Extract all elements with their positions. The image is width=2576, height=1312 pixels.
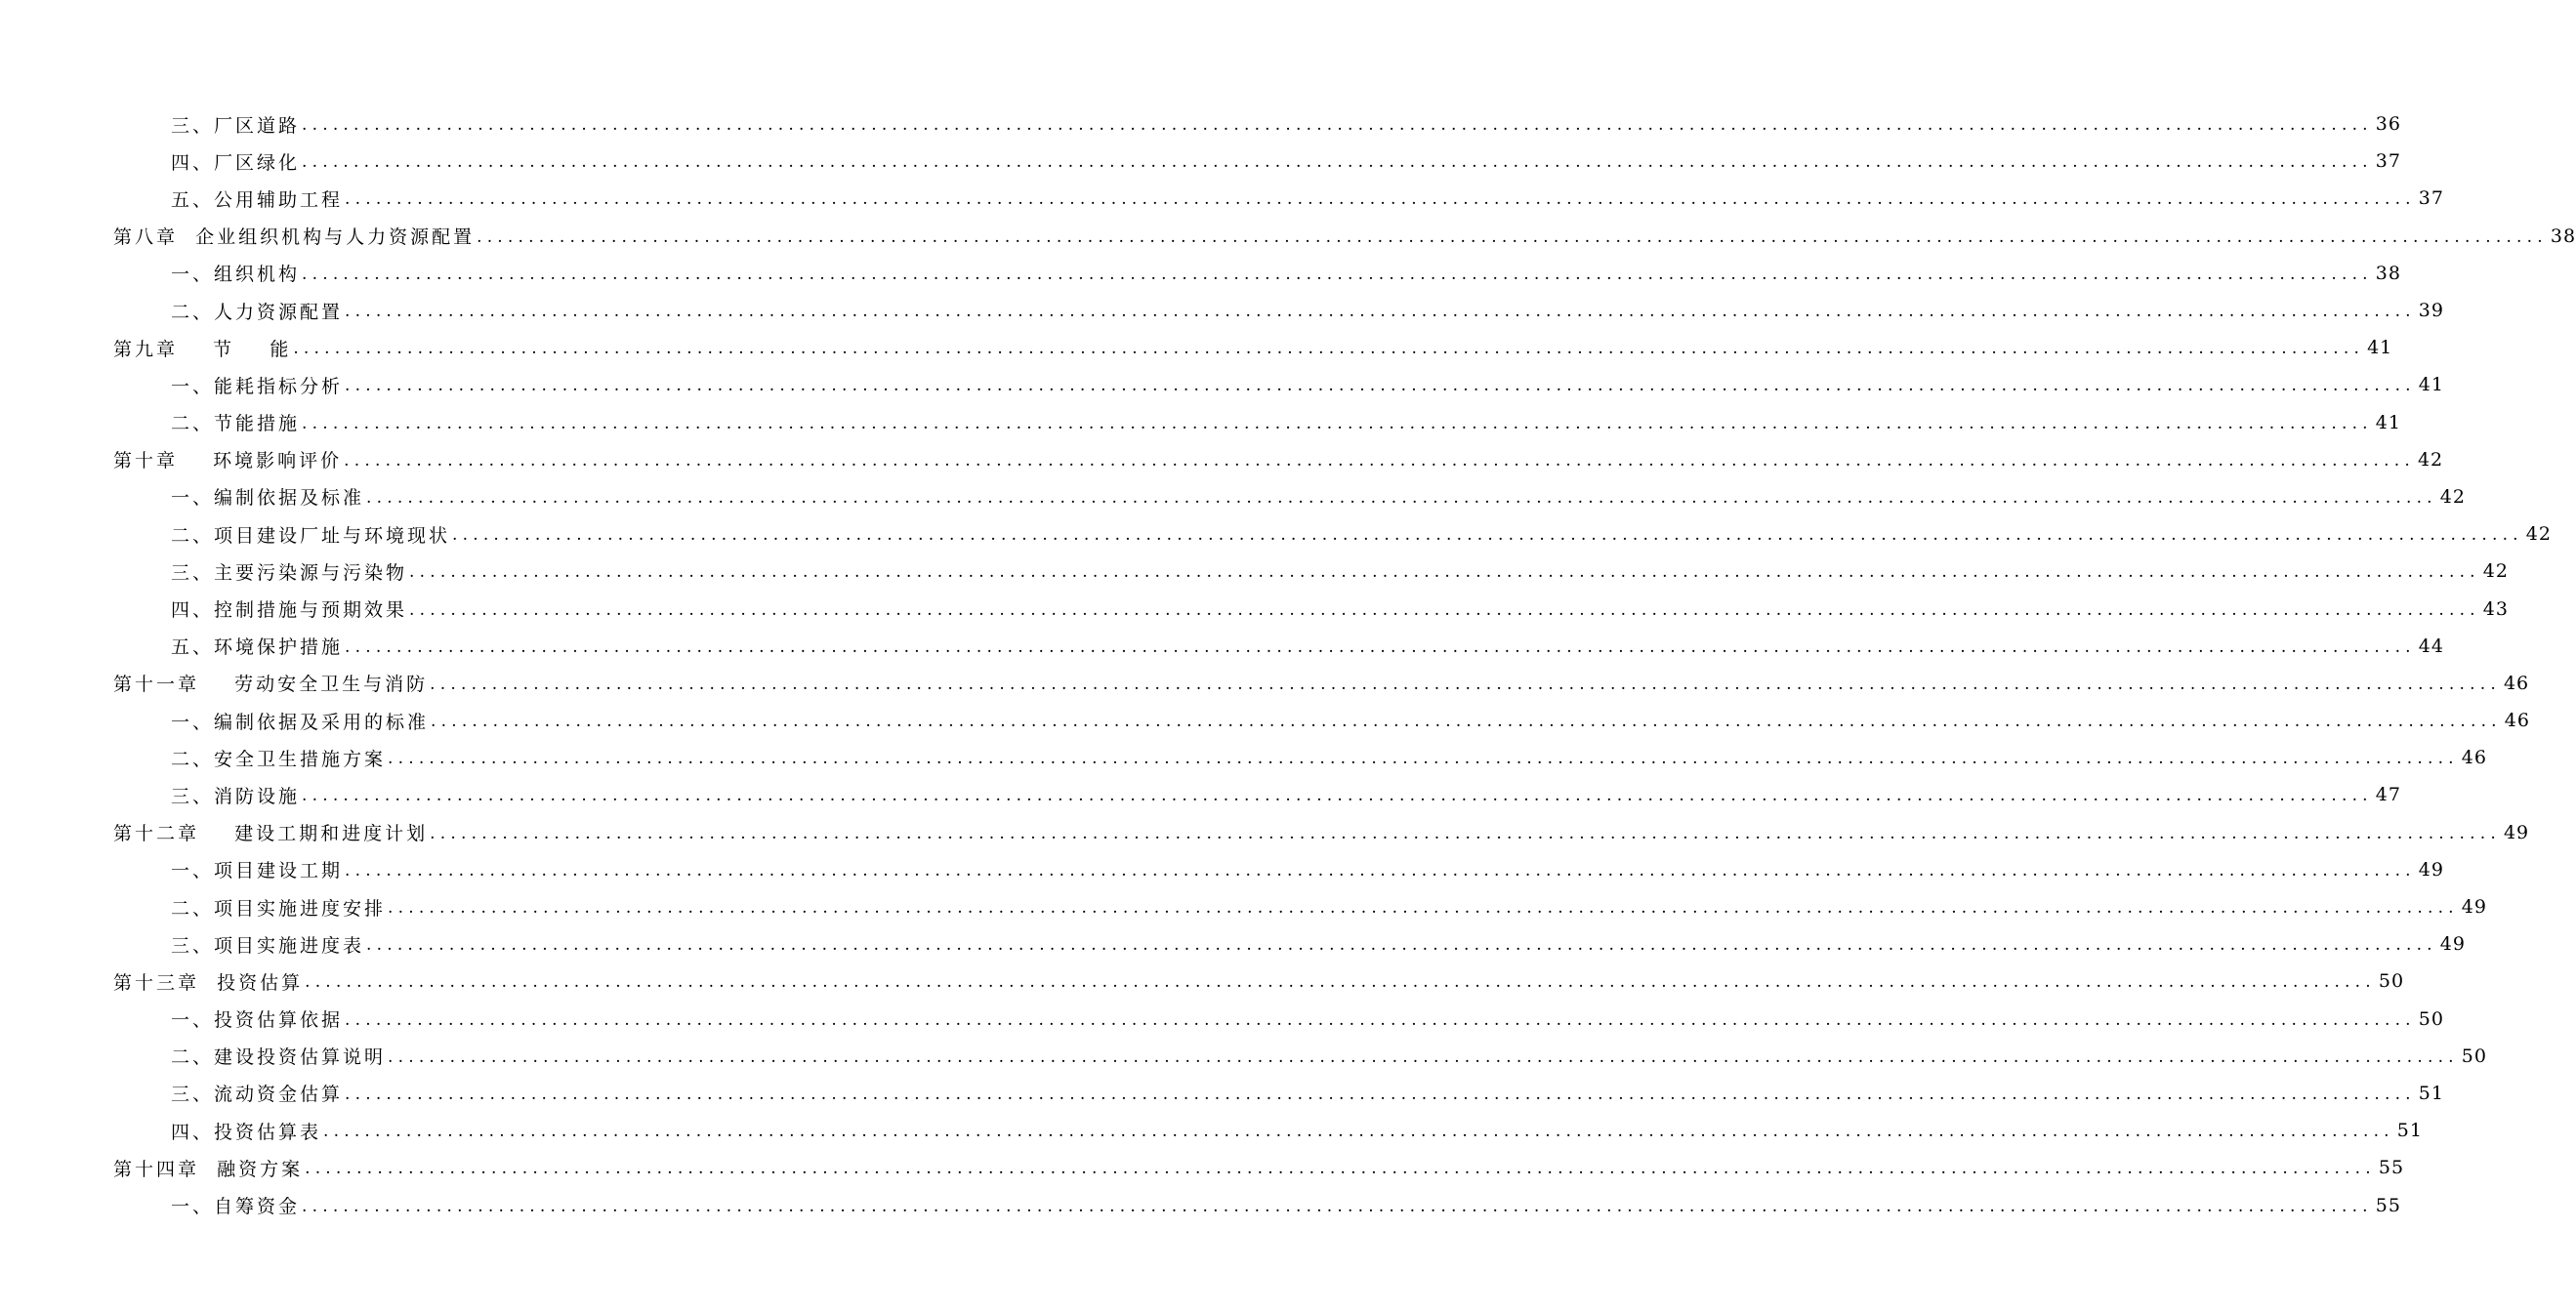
toc-section-entry[interactable] (0, 553, 2509, 590)
toc-page-number: 47 (2375, 784, 2401, 806)
toc-entry-title: 二、建设投资估算说明 (171, 1046, 387, 1069)
toc-entry-title: 第十二章 建设工期和进度计划 (113, 823, 429, 845)
toc-page-number: 41 (2418, 374, 2444, 396)
table-of-contents (0, 105, 2576, 1224)
toc-section-entry[interactable] (0, 851, 2444, 888)
toc-section-entry[interactable] (0, 105, 2401, 143)
toc-entry-title: 三、主要污染源与污染物 (171, 561, 408, 584)
toc-section-entry[interactable] (0, 1186, 2401, 1223)
toc-section-entry[interactable] (0, 925, 2466, 963)
toc-dot-leader: ........................................................................................................................................................................................................ (409, 599, 2480, 620)
toc-entry-title: 第十四章 融资方案 (113, 1158, 304, 1180)
toc-dot-leader: ........................................................................................................................................................................................................ (388, 898, 2459, 919)
toc-section-entry[interactable] (0, 515, 2552, 553)
toc-entry-title: 四、厂区绿化 (171, 151, 301, 174)
toc-dot-leader: ........................................................................................................................................................................................................ (477, 226, 2548, 247)
toc-page-number: 50 (2378, 970, 2405, 993)
toc-dot-leader: ........................................................................................................................................................................................................ (452, 525, 2523, 546)
toc-page-number: 50 (2461, 1045, 2487, 1067)
toc-entry-title: 三、消防设施 (171, 785, 301, 807)
toc-dot-leader: ........................................................................................................................................................................................................ (302, 264, 2373, 284)
toc-section-entry[interactable] (0, 702, 2530, 739)
toc-dot-leader: ........................................................................................................................................................................................................ (345, 860, 2416, 881)
toc-section-entry[interactable] (0, 180, 2444, 217)
toc-page-number: 49 (2461, 896, 2487, 919)
toc-dot-leader: ........................................................................................................................................................................................................ (345, 1084, 2416, 1104)
toc-dot-leader: ........................................................................................................................................................................................................ (323, 1122, 2394, 1142)
toc-dot-leader: ........................................................................................................................................................................................................ (305, 1159, 2376, 1179)
toc-chapter-entry[interactable] (0, 814, 2530, 851)
toc-page-number: 42 (2482, 560, 2509, 583)
toc-entry-title: 一、编制依据及标准 (171, 487, 365, 510)
toc-entry-title: 二、项目建设厂址与环境现状 (171, 524, 451, 547)
toc-dot-leader: ........................................................................................................................................................................................................ (345, 302, 2416, 322)
toc-entry-title: 三、厂区道路 (171, 114, 301, 137)
toc-entry-title: 二、人力资源配置 (171, 301, 344, 323)
toc-section-entry[interactable] (0, 1075, 2444, 1112)
toc-page-number: 41 (2375, 411, 2401, 433)
toc-page-number: 42 (2525, 523, 2552, 546)
toc-entry-title: 第八章 企业组织机构与人力资源配置 (113, 226, 476, 249)
toc-dot-leader: ........................................................................................................................................................................................................ (302, 115, 2373, 136)
toc-section-entry[interactable] (0, 255, 2401, 292)
toc-section-entry[interactable] (0, 478, 2466, 515)
toc-entry-title: 三、项目实施进度表 (171, 934, 365, 957)
toc-entry-title: 一、编制依据及采用的标准 (171, 711, 430, 733)
toc-page-number: 51 (2396, 1120, 2423, 1142)
toc-entry-title: 一、项目建设工期 (171, 860, 344, 882)
toc-section-entry[interactable] (0, 590, 2509, 627)
toc-page-number: 46 (2504, 710, 2530, 732)
toc-page-number: 49 (2418, 858, 2444, 881)
toc-dot-leader: ........................................................................................................................................................................................................ (366, 487, 2437, 508)
toc-page-number: 50 (2418, 1007, 2444, 1030)
toc-page-number: 49 (2503, 821, 2530, 843)
toc-entry-title: 五、公用辅助工程 (171, 188, 344, 211)
toc-entry-title: 一、投资估算依据 (171, 1009, 344, 1032)
toc-page-number: 55 (2378, 1157, 2405, 1179)
toc-section-entry[interactable] (0, 739, 2487, 776)
toc-dot-leader: ........................................................................................................................................................................................................ (430, 674, 2501, 694)
toc-page-number: 55 (2375, 1194, 2401, 1216)
toc-dot-leader: ........................................................................................................................................................................................................ (345, 189, 2416, 210)
toc-page-number: 44 (2418, 635, 2444, 657)
toc-dot-leader: ........................................................................................................................................................................................................ (302, 786, 2373, 806)
toc-chapter-entry[interactable] (0, 441, 2444, 478)
toc-entry-title: 一、自筹资金 (171, 1196, 301, 1218)
toc-entry-title: 第九章 节 能 (113, 338, 292, 360)
toc-chapter-entry[interactable] (0, 1149, 2405, 1186)
toc-chapter-entry[interactable] (0, 329, 2393, 366)
toc-dot-leader: ........................................................................................................................................................................................................ (388, 749, 2459, 769)
toc-page-number: 37 (2375, 150, 2401, 173)
toc-entry-title: 一、组织机构 (171, 264, 301, 286)
toc-entry-title: 一、能耗指标分析 (171, 375, 344, 397)
toc-section-entry[interactable] (0, 1112, 2423, 1149)
toc-chapter-entry[interactable] (0, 963, 2405, 1000)
toc-page-number: 42 (2417, 448, 2444, 471)
toc-entry-title: 二、项目实施进度安排 (171, 897, 387, 920)
toc-dot-leader: ........................................................................................................................................................................................................ (302, 413, 2373, 433)
toc-page-number: 38 (2550, 225, 2576, 247)
toc-dot-leader: ........................................................................................................................................................................................................ (293, 339, 2365, 359)
toc-entry-title: 四、投资估算表 (171, 1121, 322, 1143)
toc-entry-title: 五、环境保护措施 (171, 636, 344, 659)
toc-dot-leader: ........................................................................................................................................................................................................ (345, 636, 2416, 657)
toc-entry-title: 四、控制措施与预期效果 (171, 599, 408, 622)
toc-section-entry[interactable] (0, 628, 2444, 665)
toc-dot-leader: ........................................................................................................................................................................................................ (302, 152, 2373, 173)
toc-section-entry[interactable] (0, 776, 2401, 813)
toc-page-number: 46 (2461, 747, 2487, 769)
toc-entry-title: 第十一章 劳动安全卫生与消防 (113, 674, 429, 696)
toc-page-number: 37 (2418, 187, 2444, 210)
toc-dot-leader: ........................................................................................................................................................................................................ (388, 1046, 2459, 1067)
toc-dot-leader: ........................................................................................................................................................................................................ (345, 376, 2416, 396)
toc-page-number: 42 (2439, 485, 2466, 508)
toc-section-entry[interactable] (0, 143, 2401, 180)
toc-dot-leader: ........................................................................................................................................................................................................ (366, 935, 2437, 956)
toc-dot-leader: ........................................................................................................................................................................................................ (409, 562, 2480, 583)
toc-section-entry[interactable] (0, 1001, 2444, 1038)
toc-chapter-entry[interactable] (0, 218, 2576, 255)
toc-dot-leader: ........................................................................................................................................................................................................ (302, 1196, 2373, 1216)
toc-page-number: 36 (2375, 113, 2401, 136)
toc-dot-leader: ........................................................................................................................................................................................................ (345, 1009, 2416, 1030)
toc-page-number: 46 (2503, 672, 2530, 694)
toc-section-entry[interactable] (0, 366, 2444, 403)
toc-dot-leader: ........................................................................................................................................................................................................ (305, 972, 2376, 993)
toc-page-number: 38 (2375, 262, 2401, 284)
toc-entry-title: 第十章 环境影响评价 (113, 450, 343, 472)
toc-dot-leader: ........................................................................................................................................................................................................ (430, 823, 2501, 843)
toc-entry-title: 第十三章 投资估算 (113, 971, 304, 994)
toc-chapter-entry[interactable] (0, 665, 2530, 702)
toc-entry-title: 二、节能措施 (171, 413, 301, 435)
toc-page-number: 41 (2367, 337, 2393, 359)
toc-entry-title: 三、流动资金估算 (171, 1084, 344, 1106)
toc-section-entry[interactable] (0, 292, 2444, 329)
toc-dot-leader: ........................................................................................................................................................................................................ (431, 712, 2502, 732)
toc-section-entry[interactable] (0, 1038, 2487, 1075)
toc-section-entry[interactable] (0, 404, 2401, 441)
toc-entry-title: 二、安全卫生措施方案 (171, 748, 387, 770)
toc-page-number: 39 (2418, 300, 2444, 322)
toc-dot-leader: ........................................................................................................................................................................................................ (344, 450, 2415, 471)
toc-section-entry[interactable] (0, 888, 2487, 925)
toc-page-number: 51 (2418, 1082, 2444, 1104)
toc-page-number: 49 (2439, 933, 2466, 956)
toc-page-number: 43 (2482, 597, 2509, 620)
